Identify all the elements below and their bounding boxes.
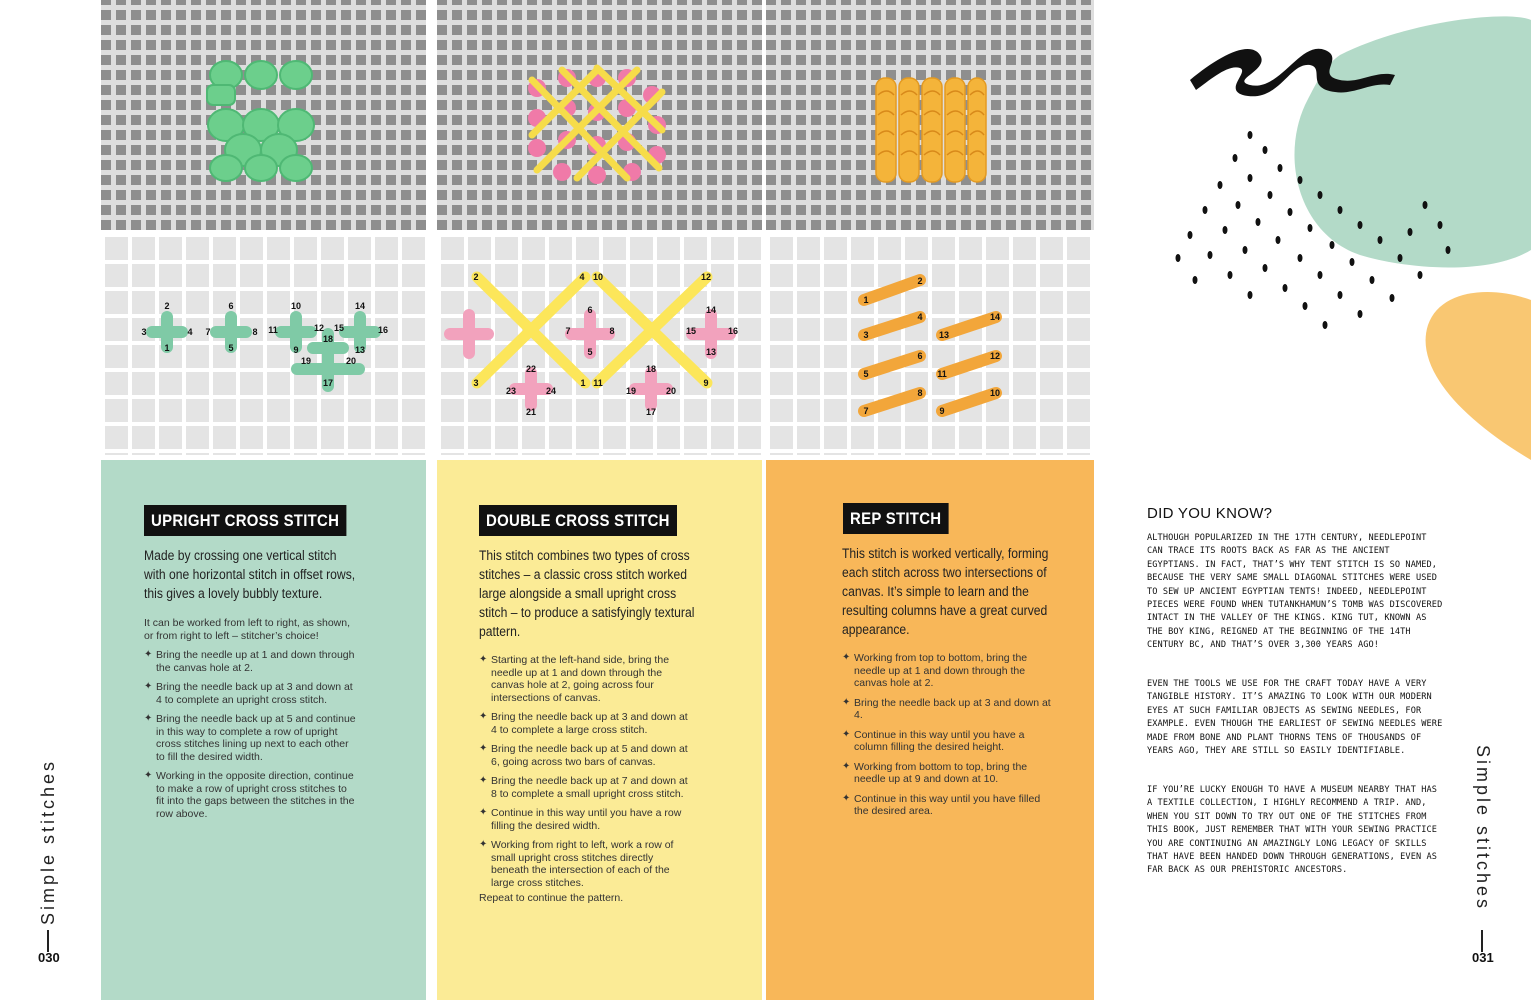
- panel-lead: Made by crossing one vertical stitch with one horizontal stitch in offset rows, this gives a lovely bubbly texture.: [144, 548, 356, 601]
- diagram-rep-label: 11: [937, 369, 947, 379]
- step-item: [842, 729, 1054, 754]
- step-item: [479, 711, 691, 736]
- diagram-rep-label: 10: [989, 388, 1001, 398]
- diagram-double-label: 11: [593, 378, 603, 388]
- diagram-double-label: 21: [525, 407, 537, 417]
- diagram-upright-cross-stitch: [101, 233, 426, 455]
- panel-lead: This stitch is worked vertically, forming each stitch across two intersections of canvas. It’s simple to learn and the resulting columns have a great curved appearance.: [842, 546, 1049, 637]
- star-bullet-icon: ✦: [479, 654, 488, 665]
- diagram-upright-label: 3: [141, 327, 147, 337]
- panel-rep-stitch: [766, 460, 1094, 1000]
- page-number-left: 030: [38, 950, 60, 965]
- panel-title: UPRIGHT CROSS STITCH: [144, 505, 346, 536]
- diagram-double-label: 20: [665, 386, 677, 396]
- step-item: [479, 654, 691, 704]
- diagram-double-label: 3: [473, 378, 479, 388]
- diagram-upright-label: 2: [164, 301, 170, 311]
- diagram-upright-label: 15: [333, 323, 345, 333]
- panel-outro: Repeat to continue the pattern.: [479, 892, 624, 904]
- diagram-rep-label: 7: [863, 406, 869, 416]
- pink-yellow-stitch-sample-icon: [437, 0, 762, 230]
- diagram-upright-label: 4: [187, 327, 193, 337]
- orange-blob-icon: [1426, 292, 1531, 460]
- diagram-double-cross-stitch: [437, 233, 762, 455]
- panel-title: REP STITCH: [843, 503, 948, 534]
- star-bullet-icon: ✦: [479, 775, 488, 786]
- diagram-upright-label: 8: [252, 327, 258, 337]
- diagram-rep-label: 9: [939, 406, 945, 416]
- section-label-left: Simple stitches: [38, 758, 58, 925]
- did-you-know-title: DID YOU KNOW?: [1147, 505, 1273, 522]
- diagram-double-label: 8: [609, 326, 615, 336]
- panel-lead: This stitch combines two types of cross stitches – a classic cross stitch worked large alongside a small upright cross stitch – to produce a satisfyingly textural pattern.: [479, 548, 695, 639]
- diagram-double-label: 7: [565, 326, 571, 336]
- step-item: [842, 652, 1054, 690]
- diagram-upright-label: 11: [268, 325, 278, 335]
- photo-upright-cross-stitch: [101, 0, 426, 230]
- diagram-double-label: 10: [592, 272, 604, 282]
- step-item: [842, 697, 1054, 722]
- panel-steps: [144, 649, 356, 827]
- diagram-upright-label: 16: [377, 325, 389, 335]
- panel-upright-cross-stitch: [101, 460, 426, 1000]
- diagram-double-label: 16: [727, 326, 739, 336]
- diagram-double-label: 17: [645, 407, 657, 417]
- step-text: Working from right to left, work a row of small upright cross stitches directly beneath the intersection of each of the large cross stitches.: [491, 839, 674, 889]
- diagram-double-label: 2: [473, 272, 479, 282]
- panel-steps: [479, 654, 691, 896]
- diagram-upright-label: 13: [354, 345, 366, 355]
- step-item: [479, 839, 691, 889]
- green-stitch-sample-icon: [101, 0, 426, 230]
- diagram-double-label: 1: [580, 378, 586, 388]
- diagram-rep-label: 13: [938, 330, 950, 340]
- step-item: [842, 793, 1054, 818]
- step-text: Starting at the left-hand side, bring the needle up at 1 and down through the canvas hole at 2, going across four intersections of canvas.: [491, 654, 670, 704]
- diagram-upright-label: 14: [354, 301, 366, 311]
- star-bullet-icon: ✦: [479, 807, 488, 818]
- did-you-know-paragraph: ALTHOUGH POPULARIZED IN THE 17TH CENTURY, NEEDLEPOINT CAN TRACE ITS ROOTS BACK AS FAR AS THE ANCIENT EGYPTIANS. IN FACT, THAT’S WHY TENT STITCH IS SO NAMED, BECAUSE THE VERY SAME SMALL DIAGONAL STITCHES WERE USED TO SEW UP ANCIENT EGYPTIAN TENTS! INDEED, NEEDLEPOINT PIECES WERE FOUND WHEN TUTANKHAMUN’S TOMB WAS DISCOVERED INTACT IN THE VALLEY OF THE KINGS. KING TUT, KNOWN AS THE BOY KING, REIGNED AT THE BEGINNING OF THE 14TH CENTURY BC, AND THAT’S OVER 3,300 YEARS AGO!: [1147, 533, 1443, 651]
- diagram-rep-stitch: [766, 233, 1094, 455]
- section-label-right: Simple stitches: [1473, 745, 1493, 912]
- step-item: [144, 713, 356, 763]
- divider-right: [1481, 930, 1483, 952]
- diagram-double-label: 18: [645, 364, 657, 374]
- diagram-rep-label: 1: [863, 295, 869, 305]
- diagram-rep-label: 2: [917, 276, 923, 286]
- step-text: Working from bottom to top, bring the needle up at 9 and down at 10.: [854, 760, 1028, 785]
- diagram-double-label: 12: [700, 272, 712, 282]
- decorative-art: [1110, 0, 1531, 480]
- star-bullet-icon: ✦: [842, 652, 851, 663]
- diagram-double-label: 5: [587, 347, 593, 357]
- star-bullet-icon: ✦: [144, 681, 153, 692]
- diagram-upright-label: 19: [300, 356, 312, 366]
- step-text: Working in the opposite direction, continue to make a row of upright cross stitches to fit into the gaps between the stitches in the row above.: [156, 770, 355, 820]
- photo-rep-stitch: [766, 0, 1094, 230]
- star-bullet-icon: ✦: [479, 711, 488, 722]
- diagram-rep-label: 8: [917, 388, 923, 398]
- diagram-rep-label: 4: [917, 312, 923, 322]
- step-text: Bring the needle back up at 7 and down at 8 to complete a small upright cross stitch.: [491, 775, 688, 800]
- step-text: Bring the needle back up at 5 and continue in this way to complete a row of upright cross stitches lining up next to each other to fill the desired width.: [156, 713, 356, 763]
- diagram-double-label: 14: [705, 305, 717, 315]
- diagram-double-label: 22: [525, 364, 537, 374]
- step-text: Continue in this way until you have a row filling the desired width.: [491, 807, 682, 832]
- page-number-right: 031: [1472, 950, 1494, 965]
- diagram-upright-label: 18: [322, 334, 334, 344]
- star-bullet-icon: ✦: [479, 839, 488, 850]
- star-bullet-icon: ✦: [842, 696, 851, 708]
- diagram-rep-label: 6: [917, 351, 923, 361]
- star-bullet-icon: ✦: [479, 743, 488, 754]
- star-bullet-icon: ✦: [144, 770, 153, 781]
- diagram-rep-label: 14: [989, 312, 1001, 322]
- diagram-upright-label: 12: [313, 323, 325, 333]
- panel-intro: It can be worked from left to right, as shown, or from right to left – stitcher’s choice!: [144, 617, 351, 642]
- diagram-double-label: 13: [705, 347, 717, 357]
- diagram-double-label: 4: [579, 272, 585, 282]
- step-text: Bring the needle back up at 3 and down at 4.: [854, 696, 1051, 721]
- diagram-upright-label: 5: [228, 343, 234, 353]
- step-text: Continue in this way until you have filled the desired area.: [854, 792, 1041, 817]
- step-text: Bring the needle back up at 3 and down at 4 to complete an upright cross stitch.: [156, 681, 353, 706]
- diagram-upright-label: 6: [228, 301, 234, 311]
- star-bullet-icon: ✦: [842, 792, 851, 804]
- step-text: Bring the needle back up at 3 and down at 4 to complete a large cross stitch.: [491, 711, 688, 736]
- step-item: [479, 775, 691, 800]
- diagram-upright-label: 1: [164, 343, 170, 353]
- star-bullet-icon: ✦: [144, 649, 153, 660]
- step-text: Continue in this way until you have a column filling the desired height.: [854, 728, 1025, 753]
- step-text: Bring the needle back up at 5 and down at 6, going across two bars of canvas.: [491, 743, 688, 768]
- step-item: [144, 681, 356, 706]
- diagram-rep-label: 3: [863, 330, 869, 340]
- step-item: [842, 761, 1054, 786]
- panel-double-cross-stitch: [437, 460, 762, 1000]
- step-item: [144, 649, 356, 674]
- step-item: [479, 743, 691, 768]
- star-bullet-icon: ✦: [144, 713, 153, 724]
- diagram-upright-label: 9: [293, 345, 299, 355]
- step-item: [479, 807, 691, 832]
- orange-stitch-sample-icon: [766, 0, 1094, 230]
- diagram-upright-label: 17: [322, 378, 334, 388]
- step-text: Bring the needle up at 1 and down through the canvas hole at 2.: [156, 649, 355, 674]
- diagram-upright-label: 7: [205, 327, 211, 337]
- step-item: [144, 770, 356, 820]
- photo-double-cross-stitch: [437, 0, 762, 230]
- diagram-double-label: 6: [587, 305, 593, 315]
- divider-left: [47, 930, 49, 952]
- diagram-upright-label: 20: [345, 356, 357, 366]
- diagram-double-label: 23: [505, 386, 517, 396]
- diagram-rep-label: 12: [989, 351, 1001, 361]
- diagram-upright-label: 10: [290, 301, 302, 311]
- diagram-double-label: 15: [685, 326, 697, 336]
- diagram-double-label: 24: [545, 386, 557, 396]
- diagram-double-label: 9: [703, 378, 709, 388]
- did-you-know-paragraph: EVEN THE TOOLS WE USE FOR THE CRAFT TODAY HAVE A VERY TANGIBLE HISTORY. IT’S AMAZING TO LOOK WITH OUR MODERN EYES AT SUCH FAMILIAR OBJECTS AS SEWING NEEDLES, FOR EXAMPLE. EVEN THOUGH THE EARLIEST OF SEWING NEEDLES WERE MADE FROM BONE AND PLANT THORNS TENS OF THOUSANDS OF YEARS AGO, THEY ARE STILL SO EASILY IDENTIFIABLE.: [1147, 679, 1443, 757]
- panel-steps: [842, 652, 1054, 825]
- star-bullet-icon: ✦: [842, 728, 851, 740]
- step-text: Working from top to bottom, bring the needle up at 1 and down through the canvas hole at 2.: [854, 652, 1028, 689]
- panel-title: DOUBLE CROSS STITCH: [479, 505, 677, 536]
- star-bullet-icon: ✦: [842, 760, 851, 772]
- diagram-rep-label: 5: [863, 369, 869, 379]
- did-you-know-paragraph: IF YOU’RE LUCKY ENOUGH TO HAVE A MUSEUM NEARBY THAT HAS A TEXTILE COLLECTION, I HIGHLY RECOMMEND A TRIP. AND, WHEN YOU SIT DOWN TO TRY OUT ONE OF THE STITCHES FROM THIS BOOK, JUST REMEMBER THAT WITH YOUR SEWING PRACTICE YOU ARE CONTINUING AN AMAZINGLY LONG LEGACY OF SKILLS THAT HAVE BEEN HANDED DOWN THROUGH GENERATIONS, EVEN AS FAR BACK AS OUR PREHISTORIC ANCESTORS.: [1147, 785, 1438, 876]
- diagram-double-label: 19: [625, 386, 637, 396]
